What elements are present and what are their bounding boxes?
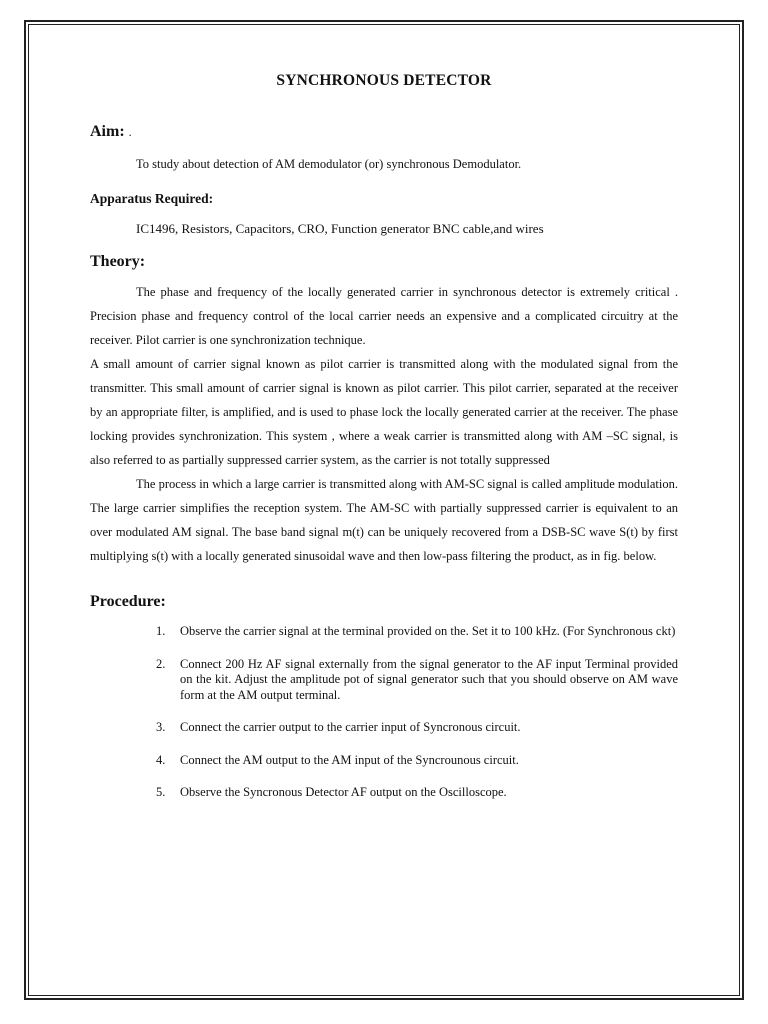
procedure-step-4 bbox=[156, 753, 678, 769]
theory-heading: Theory: bbox=[90, 253, 146, 270]
procedure-step-2 bbox=[156, 657, 678, 704]
procedure-step-5 bbox=[156, 785, 678, 801]
theory-body bbox=[90, 280, 678, 568]
step-text: Connect the AM output to the AM input of the Syncrounous circuit. bbox=[180, 752, 519, 767]
aim-heading: Aim: bbox=[90, 123, 125, 140]
theory-paragraph-2: A small amount of carrier signal known as pilot carrier is transmitted along with the modulated signal from the transmitter. This small amount of carrier signal is known as pilot carrier. This pilot carrier, separated at the receiver by an appropriate filter, is amplified, and is used to phase lock the locally generated carrier at the receiver. The phase locking provides synchronization. This system , where a weak carrier is transmitted along with AM –SC signal, is also referred to as partially suppressed carrier system, as the carrier is not totally suppressed bbox=[90, 357, 678, 467]
apparatus-text: IC1496, Resistors, Capacitors, CRO, Function generator BNC cable,and wires bbox=[136, 221, 544, 236]
theory-paragraph-1: The phase and frequency of the locally generated carrier in synchronous detector is extremely critical . Precision phase and frequency control of the local carrier needs an expensive and a complicated circuitry at the receiver. Pilot carrier is one synchronization technique. bbox=[90, 285, 678, 347]
procedure-step-3 bbox=[156, 720, 678, 736]
step-number: 4. bbox=[156, 752, 166, 767]
step-number: 3. bbox=[156, 720, 166, 734]
document-title: SYNCHRONOUS DETECTOR bbox=[276, 72, 492, 89]
aim-text: To study about detection of AM demodulator (or) synchronous Demodulator. bbox=[136, 157, 522, 171]
step-number: 2. bbox=[156, 656, 166, 671]
theory-paragraph-3: The process in which a large carrier is transmitted along with AM-SC signal is called amplitude modulation. The large carrier simplifies the reception system. The AM-SC with partially suppressed carrier is equivalent to an over modulated AM signal. The base band signal m(t) can be uniquely recovered from a DSB-SC wave S(t) by first multiplying s(t) with a locally generated sinusoidal wave and then low-pass filtering the product, as in fig. below. bbox=[90, 477, 678, 563]
step-text: Observe the Syncronous Detector AF output on the Oscilloscope. bbox=[180, 785, 507, 799]
step-text: Connect 200 Hz AF signal externally from the signal generator to the AF input Terminal provided on the kit. Adjust the amplitude pot of signal generator such that you should observe on AM wave form at the AM output terminal. bbox=[180, 656, 678, 702]
step-text: Connect the carrier output to the carrier input of Syncronous circuit. bbox=[180, 720, 521, 734]
procedure-list bbox=[90, 624, 678, 801]
document-content bbox=[90, 68, 678, 818]
step-number: 1. bbox=[156, 624, 166, 638]
step-text: Observe the carrier signal at the terminal provided on the. Set it to 100 kHz. (For Synchronous ckt) bbox=[180, 624, 676, 638]
aim-mark: . bbox=[128, 125, 132, 139]
procedure-step-1 bbox=[156, 624, 678, 640]
procedure-heading: Procedure: bbox=[90, 593, 166, 610]
aim-heading-row bbox=[90, 122, 678, 142]
step-number: 5. bbox=[156, 785, 166, 799]
apparatus-heading: Apparatus Required: bbox=[90, 191, 214, 206]
